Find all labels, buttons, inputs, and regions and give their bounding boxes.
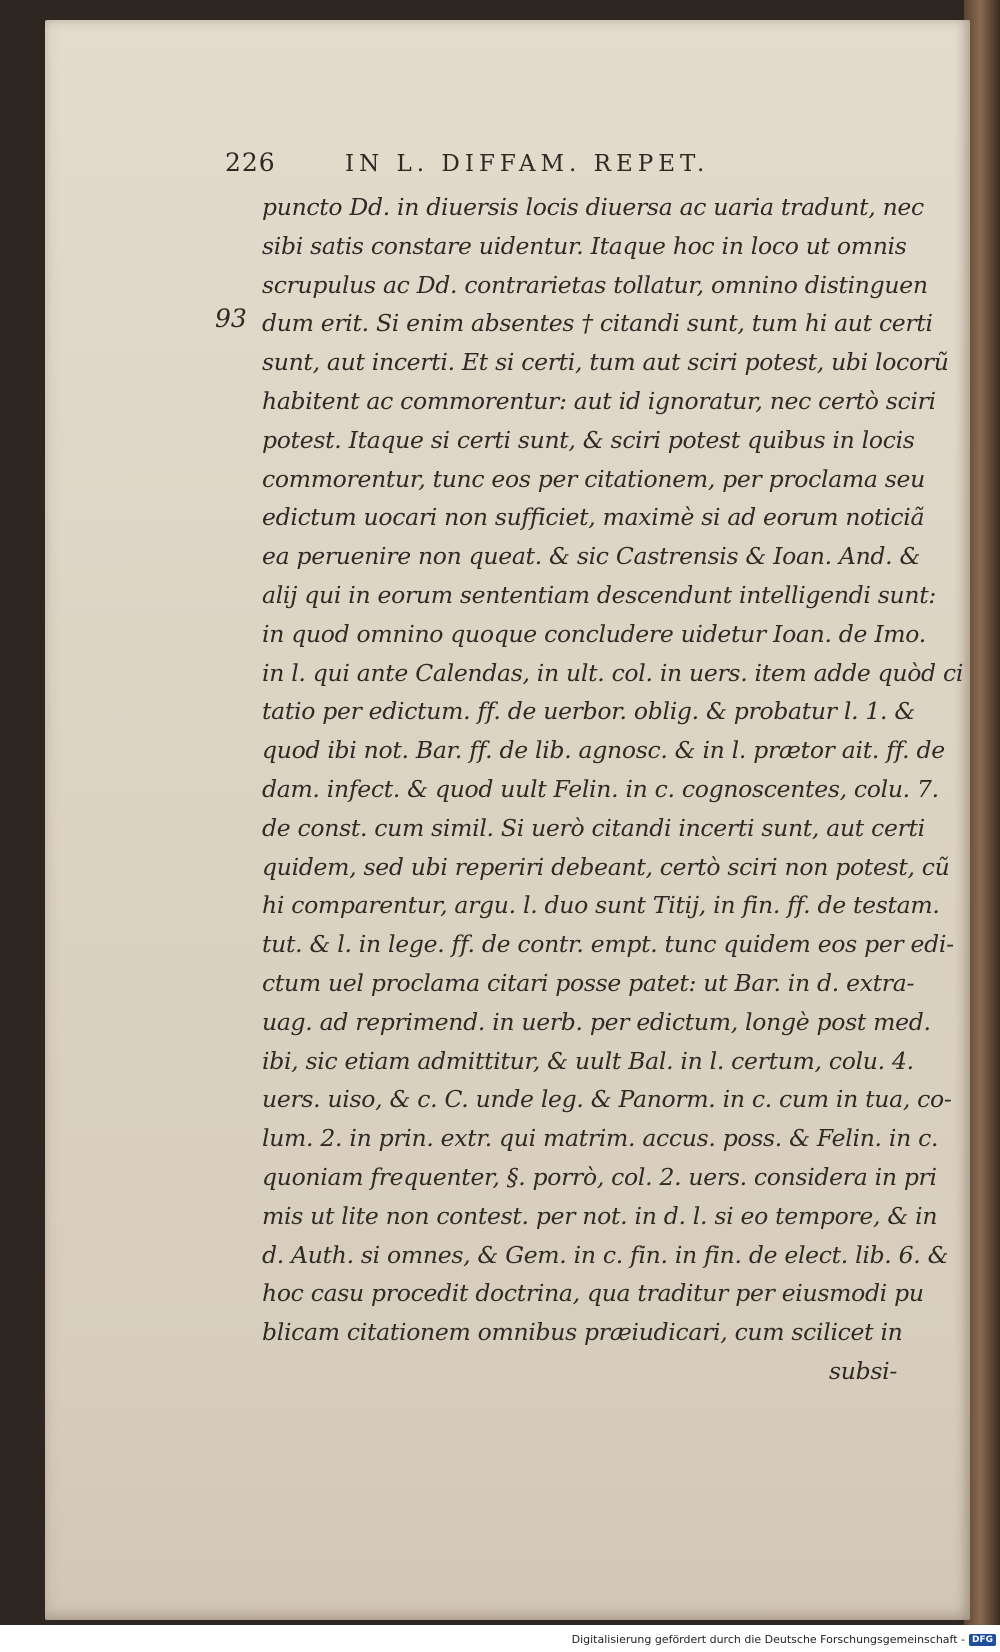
text-line: in quod omnino quoque concludere uidetur Ioan. de Imo. xyxy=(262,619,926,648)
text-line: tatio per edictum. ff. de uerbor. oblig. & probatur l. 1. & xyxy=(262,697,916,726)
text-line: sibi satis constare uidentur. Itaque hoc in loco ut omnis xyxy=(262,231,907,260)
running-head xyxy=(225,148,915,188)
text-line: habitent ac commorentur: aut id ignoratur, nec certò sciri xyxy=(262,386,936,415)
text-line: sunt, aut incerti. Et si certi, tum aut sciri potest, ubi locorũ xyxy=(262,348,949,377)
text-line: scrupulus ac Dd. contrarietas tollatur, omnino distinguen xyxy=(262,270,928,299)
digitization-credit-bar xyxy=(0,1627,1000,1652)
text-line: tut. & l. in lege. ff. de contr. empt. tunc quidem eos per edi- xyxy=(262,930,954,959)
text-line: alij qui in eorum sententiam descendunt intelligendi sunt: xyxy=(262,580,936,609)
text-line: edictum uocari non sufficiet, maximè si ad eorum noticiã xyxy=(262,503,925,532)
text-line: quoniam frequenter, §. porrò, col. 2. uers. considera in pri xyxy=(262,1162,937,1191)
text-line: ea peruenire non queat. & sic Castrensis & Ioan. And. & xyxy=(262,542,921,571)
text-line: lum. 2. in prin. extr. qui matrim. accus. poss. & Felin. in c. xyxy=(262,1124,939,1153)
header-title: IN L. DIFFAM. REPET. xyxy=(345,151,710,177)
text-line: uers. uiso, & c. C. unde leg. & Panorm. in c. cum in tua, co- xyxy=(262,1085,952,1114)
text-line: ctum uel proclama citari posse patet: ut Bar. in d. extra- xyxy=(262,968,915,997)
text-line: ibi, sic etiam admittitur, & uult Bal. in l. certum, colu. 4. xyxy=(262,1046,914,1075)
margin-note-number: 93 xyxy=(215,304,247,333)
body-text xyxy=(262,188,964,1391)
catchword: subsi- xyxy=(829,1356,897,1385)
text-line: quod ibi not. Bar. ff. de lib. agnosc. & in l. prætor ait. ff. de xyxy=(262,736,945,765)
text-line: commorentur, tunc eos per citationem, per proclama seu xyxy=(262,464,925,493)
text-line: dam. infect. & quod uult Felin. in c. cognoscentes, colu. 7. xyxy=(262,774,939,803)
text-line: de const. cum simil. Si uerò citandi incerti sunt, aut certi xyxy=(262,813,925,842)
page-number: 226 xyxy=(225,148,276,177)
text-line: puncto Dd. in diuersis locis diuersa ac uaria tradunt, nec xyxy=(262,193,924,221)
text-line: uag. ad reprimend. in uerb. per edictum, longè post med. xyxy=(262,1007,931,1036)
text-line: potest. Itaque si certi sunt, & sciri potest quibus in locis xyxy=(262,425,915,454)
text-line: hi comparentur, argu. l. duo sunt Titij, in fin. ff. de testam. xyxy=(262,891,940,920)
text-line: mis ut lite non contest. per not. in d. l. si eo tempore, & in xyxy=(262,1201,938,1230)
text-line: d. Auth. si omnes, & Gem. in c. fin. in fin. de elect. lib. 6. & xyxy=(262,1240,949,1269)
text-line: blicam citationem omnibus præiudicari, cum scilicet in xyxy=(262,1318,903,1347)
text-line: quidem, sed ubi reperiri debeant, certò sciri non potest, cũ xyxy=(262,852,950,881)
credit-text: Digitalisierung gefördert durch die Deutsche Forschungsgemeinschaft - xyxy=(571,1633,965,1646)
text-line: dum erit. Si enim absentes † citandi sunt, tum hi aut certi xyxy=(262,309,933,338)
text-line: hoc casu procedit doctrina, qua traditur per eiusmodi pu xyxy=(262,1279,924,1308)
dfg-logo-icon: DFG xyxy=(969,1634,996,1646)
text-line: in l. qui ante Calendas, in ult. col. in uers. item adde quòd ci xyxy=(262,658,964,687)
